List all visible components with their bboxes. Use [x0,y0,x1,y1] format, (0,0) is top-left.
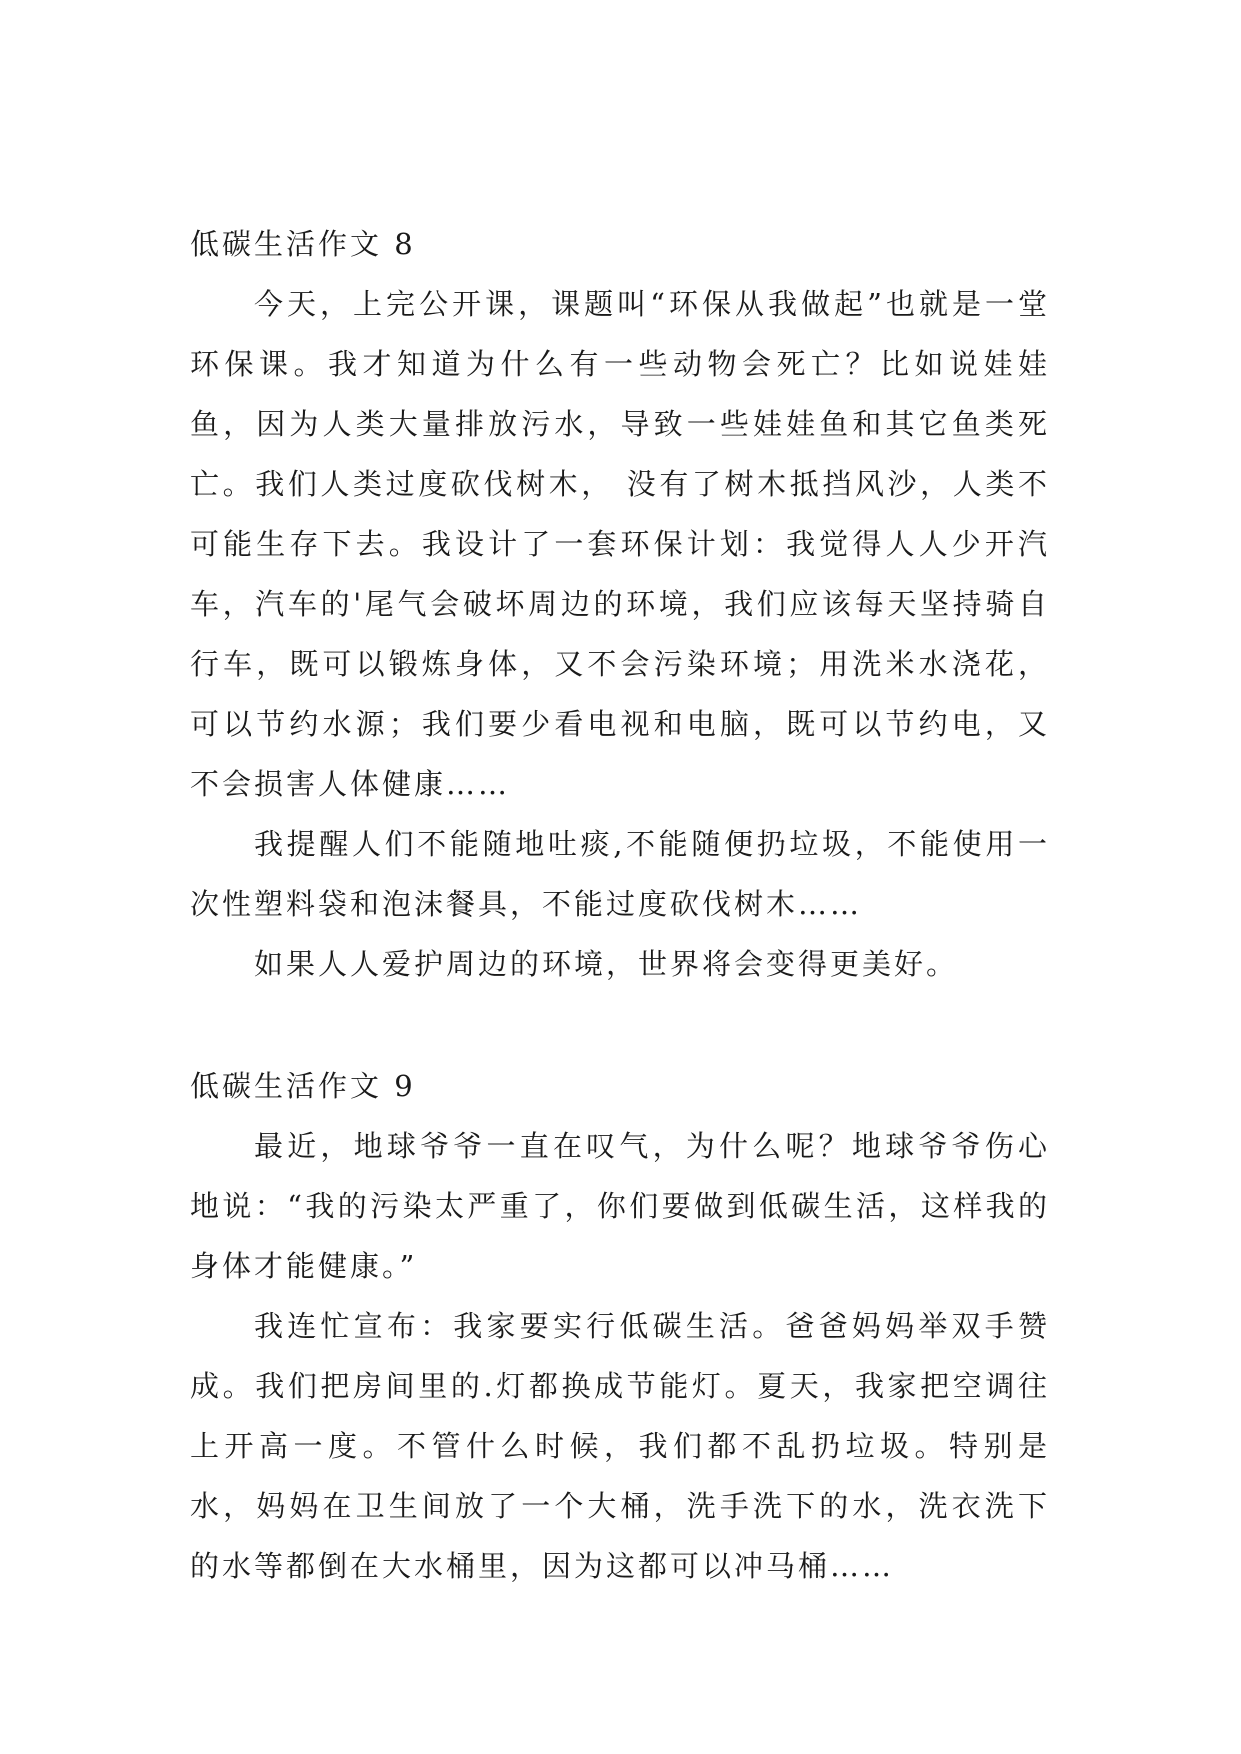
section-spacer [190,994,1050,1056]
essay-paragraph: 如果人人爱护周边的环境，世界将会变得更美好。 [254,947,959,981]
essay-title: 低碳生活作文 9 [190,1069,416,1103]
essay-8 [190,214,1050,994]
document-body [190,214,1050,1596]
essay-paragraph: 今天，上完公开课，课题叫“环保从我做起”也就是一堂环保课。我才知道为什么有一些动物会死亡？比如说娃娃鱼，因为人类大量排放污水，导致一些娃娃鱼和其它鱼类死亡。我们人类过度砍伐树木， 没有了树木抵挡风沙，人类不可能生存下去。我设计了一套环保计划：我觉得人人少开汽车，汽车的'尾气会破坏周边的环境，我们应该每天坚持骑自行车，既可以锻炼身体，又不会污染环境；用洗米水浇花，可以节约水源；我们要少看电视和电脑，既可以节约电，又不会损害人体健康…… [190,287,1050,801]
essay-title: 低碳生活作文 8 [190,227,416,261]
essay-paragraph: 最近，地球爷爷一直在叹气，为什么呢？地球爷爷伤心地说：“我的污染太严重了，你们要做到低碳生活，这样我的身体才能健康。” [190,1129,1050,1283]
essay-paragraph: 我提醒人们不能随地吐痰,不能随便扔垃圾，不能使用一次性塑料袋和泡沫餐具，不能过度砍伐树木…… [190,827,1050,921]
essay-9 [190,1056,1050,1596]
essay-paragraph: 我连忙宣布：我家要实行低碳生活。爸爸妈妈举双手赞成。我们把房间里的.灯都换成节能灯。夏天，我家把空调往上开高一度。不管什么时候，我们都不乱扔垃圾。特别是水，妈妈在卫生间放了一个大桶，洗手洗下的水，洗衣洗下的水等都倒在大水桶里，因为这都可以冲马桶…… [190,1309,1050,1583]
